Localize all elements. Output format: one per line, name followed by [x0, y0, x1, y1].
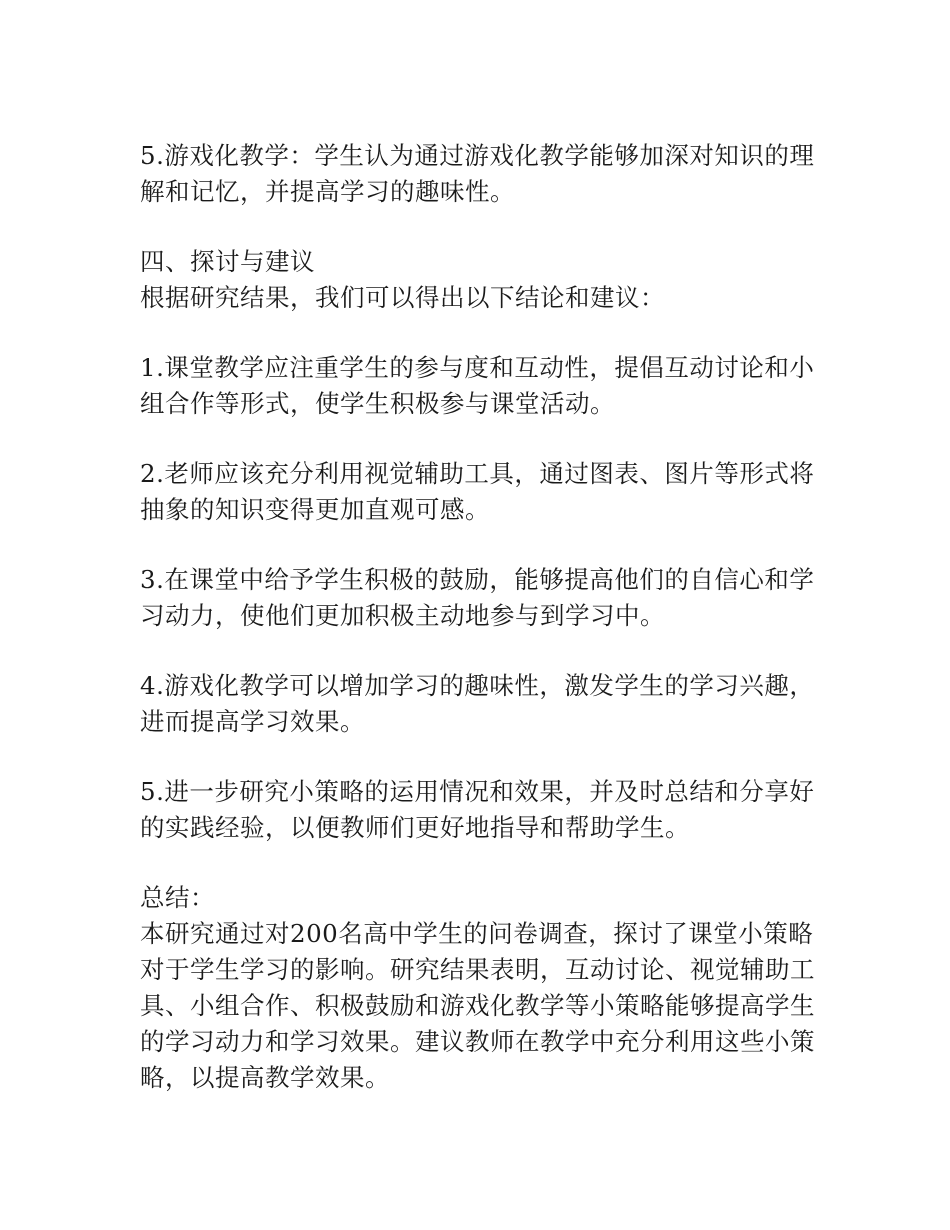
paragraph-gap [140, 634, 815, 668]
paragraph-gap [140, 422, 815, 456]
recommendation-item: 1.课堂教学应注重学生的参与度和互动性，提倡互动讨论和小组合作等形式，使学生积极参与课堂活动。 [140, 353, 815, 418]
paragraph-gap [140, 846, 815, 880]
paragraph-gap [140, 528, 815, 562]
section-intro: 根据研究结果，我们可以得出以下结论和建议： [140, 283, 665, 312]
recommendation-item: 2.老师应该充分利用视觉辅助工具，通过图表、图片等形式将抽象的知识变得更加直观可感。 [140, 459, 815, 524]
recommendation-item: 4.游戏化教学可以增加学习的趣味性，激发学生的学习兴趣，进而提高学习效果。 [140, 671, 815, 736]
summary-text: 本研究通过对200名高中学生的问卷调查，探讨了课堂小策略对于学生学习的影响。研究结果表明，互动讨论、视觉辅助工具、小组合作、积极鼓励和游戏化教学等小策略能够提高学生的学习动力和学习效果。建议教师在教学中充分利用这些小策略，以提高教学效果。 [140, 919, 815, 1092]
paragraph-gap [140, 740, 815, 774]
document-page [140, 138, 815, 1096]
recommendation-item: 3.在课堂中给予学生积极的鼓励，能够提高他们的自信心和学习动力，使他们更加积极主动地参与到学习中。 [140, 565, 815, 630]
paragraph-gap [140, 210, 815, 244]
recommendation-item: 5.进一步研究小策略的运用情况和效果，并及时总结和分享好的实践经验，以便教师们更好地指导和帮助学生。 [140, 777, 815, 842]
paragraph-game-finding: 5.游戏化教学：学生认为通过游戏化教学能够加深对知识的理解和记忆，并提高学习的趣味性。 [140, 141, 815, 206]
paragraph-gap [140, 316, 815, 350]
summary-heading: 总结： [140, 883, 215, 912]
section-heading: 四、探讨与建议 [140, 247, 315, 276]
